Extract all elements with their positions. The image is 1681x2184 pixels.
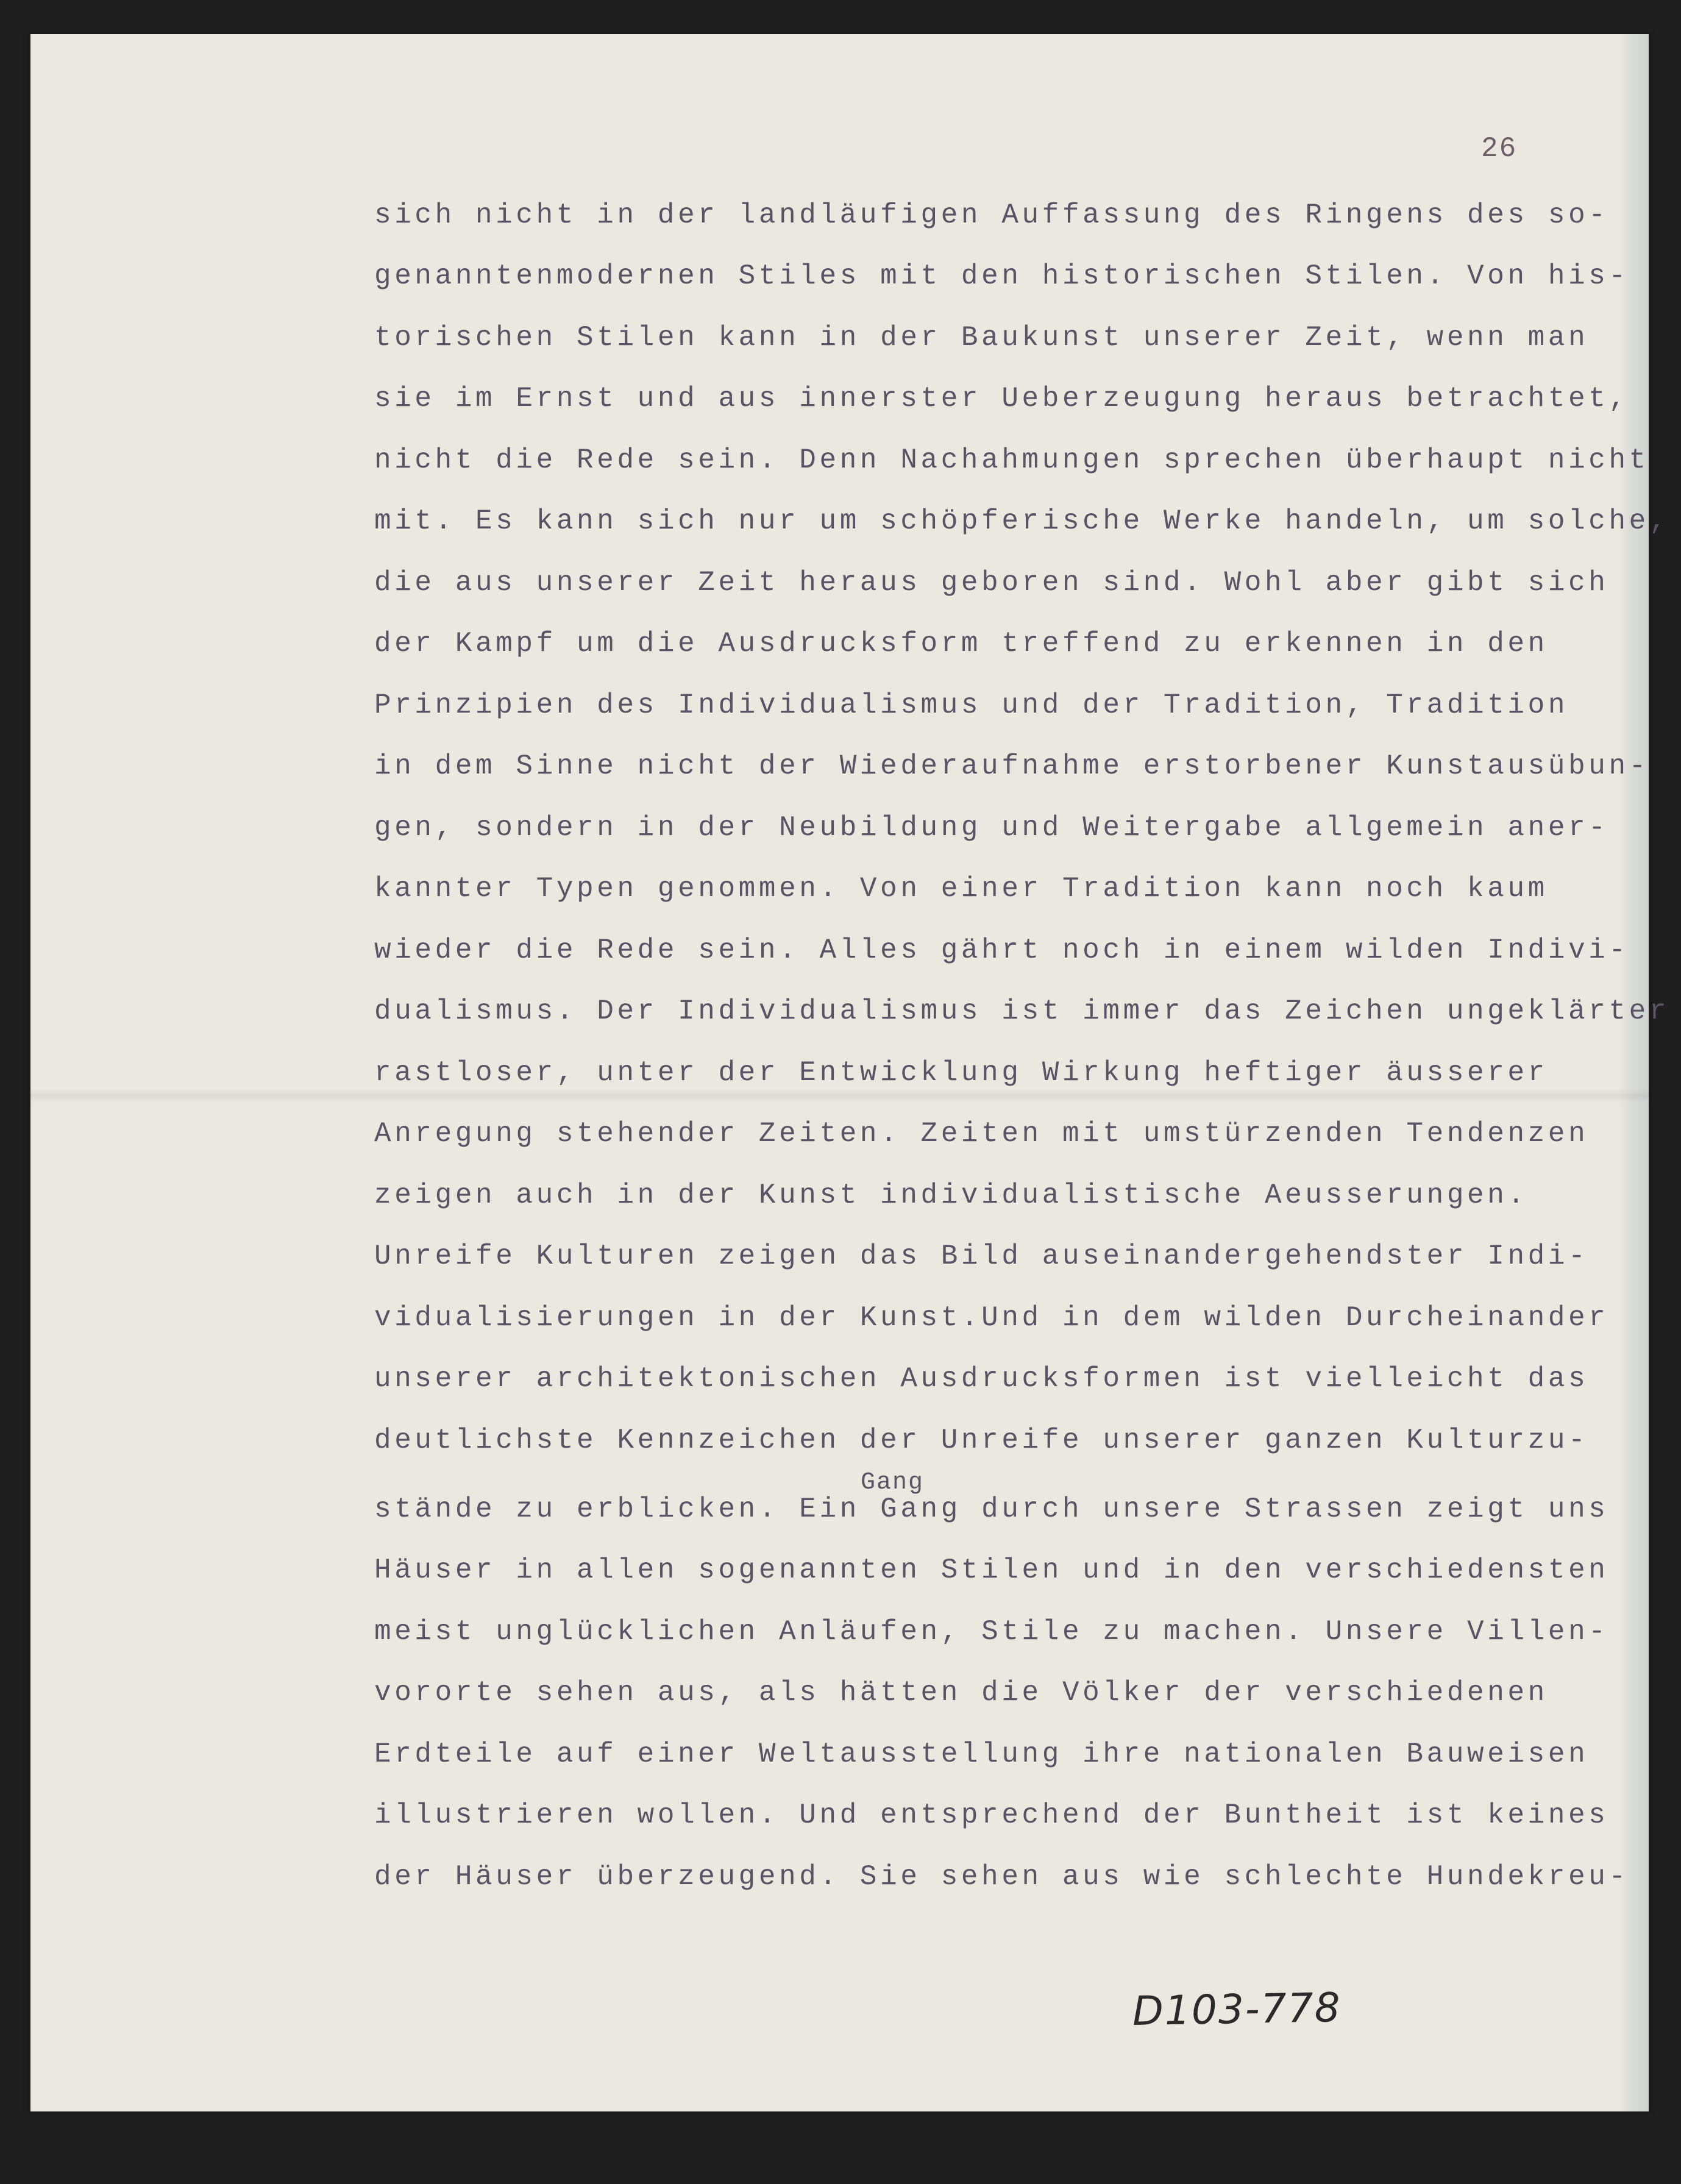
text-line-11: gen, sondern in der Neubildung und Weitergabe allgemein aner- xyxy=(374,812,1609,844)
text-line-03: torischen Stilen kann in der Baukunst unserer Zeit, wenn man xyxy=(374,322,1589,354)
text-line-22: stände zu erblicken. Ein Gang durch unsere Strassen zeigt uns xyxy=(374,1493,1609,1525)
text-line-13: wieder die Rede sein. Alles gährt noch in einem wilden Indivi- xyxy=(374,934,1629,966)
paper-fold xyxy=(30,1089,1649,1103)
text-line-28: der Häuser überzeugend. Sie sehen aus wie schlechte Hundekreu- xyxy=(374,1861,1629,1893)
text-line-18: Unreife Kulturen zeigen das Bild auseinandergehendster Indi- xyxy=(374,1240,1589,1272)
text-line-15: rastloser, unter der Entwicklung Wirkung heftiger äusserer xyxy=(374,1057,1548,1089)
text-line-05: nicht die Rede sein. Denn Nachahmungen sprechen überhaupt nicht xyxy=(374,444,1649,476)
text-line-04: sie im Ernst und aus innerster Ueberzeugung heraus betrachtet, xyxy=(374,383,1629,414)
text-line-08: der Kampf um die Ausdrucksform treffend zu erkennen in den xyxy=(374,628,1548,660)
text-line-24: meist unglücklichen Anläufen, Stile zu machen. Unsere Villen- xyxy=(374,1616,1609,1648)
text-line-27: illustrieren wollen. Und entsprechend der Buntheit ist keines xyxy=(374,1799,1609,1831)
text-line-16: Anregung stehender Zeiten. Zeiten mit umstürzenden Tendenzen xyxy=(374,1118,1589,1150)
interlinear-correction: Gang xyxy=(861,1469,925,1496)
page-number: 26 xyxy=(1481,133,1518,165)
text-line-10: in dem Sinne nicht der Wiederaufnahme erstorbener Kunstausübun- xyxy=(374,750,1649,782)
text-line-06: mit. Es kann sich nur um schöpferische Werke handeln, um solche, xyxy=(374,505,1670,537)
text-line-21: deutlichste Kennzeichen der Unreife unserer ganzen Kulturzu- xyxy=(374,1425,1589,1456)
text-line-20: unserer architektonischen Ausdrucksformen ist vielleicht das xyxy=(374,1363,1589,1395)
text-line-19: vidualisierungen in der Kunst.Und in dem wilden Durcheinander xyxy=(374,1302,1609,1334)
text-line-01: sich nicht in der landläufigen Auffassung des Ringens des so- xyxy=(374,199,1609,231)
text-line-02: genanntenmodernen Stiles mit den historischen Stilen. Von his- xyxy=(374,260,1629,292)
text-line-25: vororte sehen aus, als hätten die Völker der verschiedenen xyxy=(374,1677,1548,1709)
text-line-17: zeigen auch in der Kunst individualistische Aeusserungen. xyxy=(374,1179,1528,1211)
onionskin-edge xyxy=(1618,34,1649,2111)
text-line-07: die aus unserer Zeit heraus geboren sind. Wohl aber gibt sich xyxy=(374,567,1609,599)
text-line-14: dualismus. Der Individualismus ist immer das Zeichen ungeklärter xyxy=(374,995,1670,1027)
text-line-12: kannter Typen genommen. Von einer Tradition kann noch kaum xyxy=(374,873,1548,905)
text-line-09: Prinzipien des Individualismus und der Tradition, Tradition xyxy=(374,689,1569,721)
text-line-23: Häuser in allen sogenannten Stilen und in den verschiedensten xyxy=(374,1554,1609,1586)
text-line-26: Erdteile auf einer Weltausstellung ihre nationalen Bauweisen xyxy=(374,1738,1589,1770)
archive-signature-mark: D103-778 xyxy=(1132,1984,1342,2035)
